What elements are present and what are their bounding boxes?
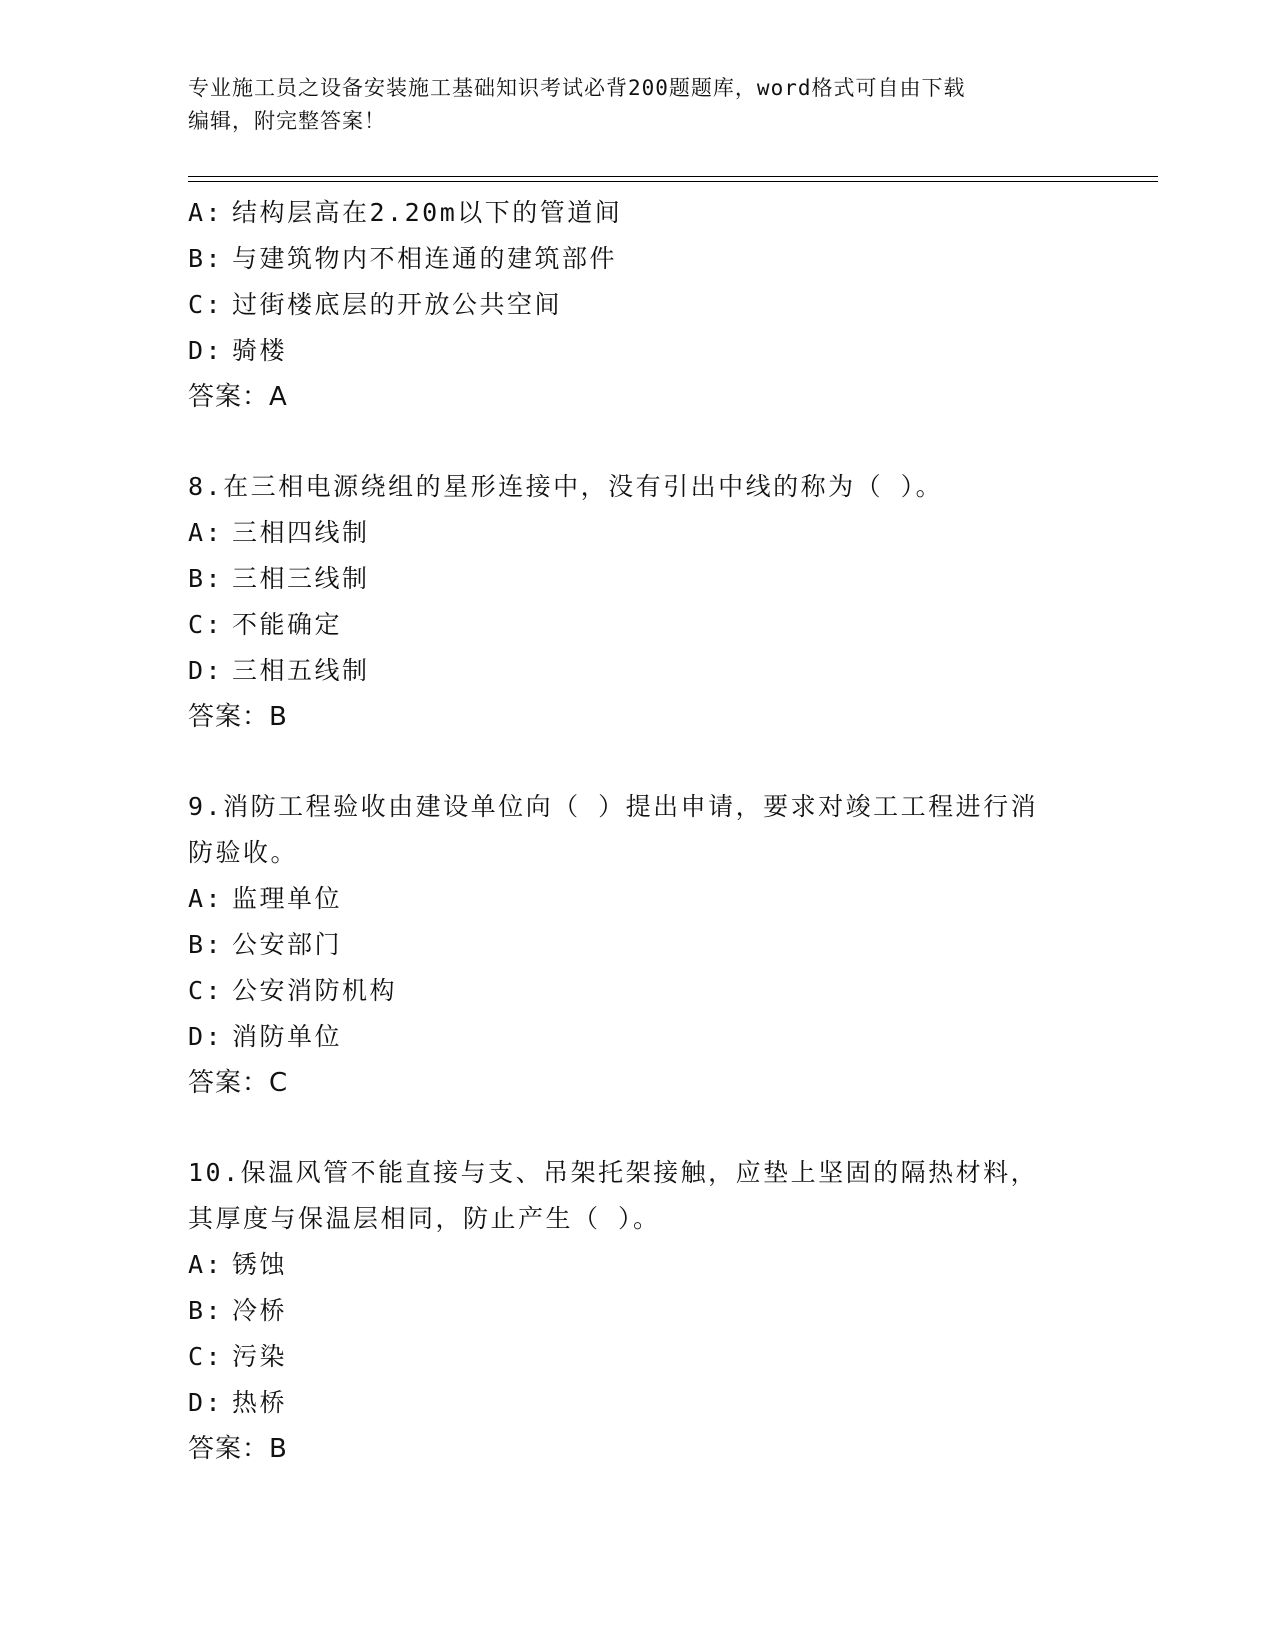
option-a <box>188 1242 1088 1288</box>
option-d <box>188 1014 1088 1060</box>
answer-line: 答案：A <box>188 382 288 412</box>
question-text: 防验收。 <box>188 838 299 867</box>
header-line-2: 编辑，附完整答案！ <box>188 109 386 133</box>
option-text: 三相四线制 <box>232 518 370 547</box>
question-block <box>188 190 1088 420</box>
question-text: 8.在三相电源绕组的星形连接中，没有引出中线的称为（ ）。 <box>188 472 944 501</box>
question-list <box>188 190 1088 1472</box>
option-text: 骑楼 <box>232 336 288 365</box>
answer-line: 答案：B <box>188 1434 288 1464</box>
option-letter: B: <box>188 1296 224 1325</box>
option-a <box>188 510 1088 556</box>
question-text: 9.消防工程验收由建设单位向（ ）提出申请，要求对竣工工程进行消 <box>188 792 1039 821</box>
option-text: 三相五线制 <box>232 656 370 685</box>
question-block <box>188 464 1088 740</box>
question-text: 其厚度与保温层相同，防止产生（ ）。 <box>188 1204 661 1233</box>
answer-line: 答案：B <box>188 702 288 732</box>
option-text: 过街楼底层的开放公共空间 <box>232 290 563 319</box>
option-letter: D: <box>188 1388 224 1417</box>
option-b <box>188 1288 1088 1334</box>
option-a <box>188 876 1088 922</box>
option-b <box>188 556 1088 602</box>
option-letter: A: <box>188 518 224 547</box>
option-text: 结构层高在2.20m以下的管道间 <box>232 198 623 227</box>
option-letter: B: <box>188 244 224 273</box>
option-letter: C: <box>188 610 224 639</box>
option-text: 监理单位 <box>232 884 343 913</box>
option-text: 公安部门 <box>232 930 343 959</box>
option-b <box>188 922 1088 968</box>
option-a <box>188 190 1088 236</box>
header-divider-bottom <box>188 181 1158 182</box>
option-letter: B: <box>188 564 224 593</box>
option-text: 热桥 <box>232 1388 288 1417</box>
document-header <box>188 72 1068 138</box>
option-text: 与建筑物内不相连通的建筑部件 <box>232 244 618 273</box>
option-letter: A: <box>188 1250 224 1279</box>
option-d <box>188 1380 1088 1426</box>
option-text: 冷桥 <box>232 1296 288 1325</box>
option-text: 锈蚀 <box>232 1250 288 1279</box>
option-text: 不能确定 <box>232 610 343 639</box>
option-b <box>188 236 1088 282</box>
option-letter: D: <box>188 336 224 365</box>
option-letter: D: <box>188 656 224 685</box>
question-block <box>188 784 1088 1106</box>
option-c <box>188 282 1088 328</box>
option-d <box>188 648 1088 694</box>
header-line-1: 专业施工员之设备安装施工基础知识考试必背200题题库，word格式可自由下载 <box>188 76 966 100</box>
option-text: 污染 <box>232 1342 288 1371</box>
header-divider-top <box>188 176 1158 177</box>
option-text: 消防单位 <box>232 1022 343 1051</box>
option-letter: A: <box>188 198 224 227</box>
option-letter: C: <box>188 1342 224 1371</box>
option-text: 公安消防机构 <box>232 976 398 1005</box>
option-c <box>188 1334 1088 1380</box>
option-c <box>188 602 1088 648</box>
option-text: 三相三线制 <box>232 564 370 593</box>
option-d <box>188 328 1088 374</box>
option-c <box>188 968 1088 1014</box>
option-letter: A: <box>188 884 224 913</box>
question-block <box>188 1150 1088 1472</box>
question-text: 10.保温风管不能直接与支、吊架托架接触，应垫上坚固的隔热材料， <box>188 1158 1039 1187</box>
option-letter: C: <box>188 976 224 1005</box>
option-letter: D: <box>188 1022 224 1051</box>
option-letter: B: <box>188 930 224 959</box>
option-letter: C: <box>188 290 224 319</box>
answer-line: 答案：C <box>188 1068 289 1098</box>
